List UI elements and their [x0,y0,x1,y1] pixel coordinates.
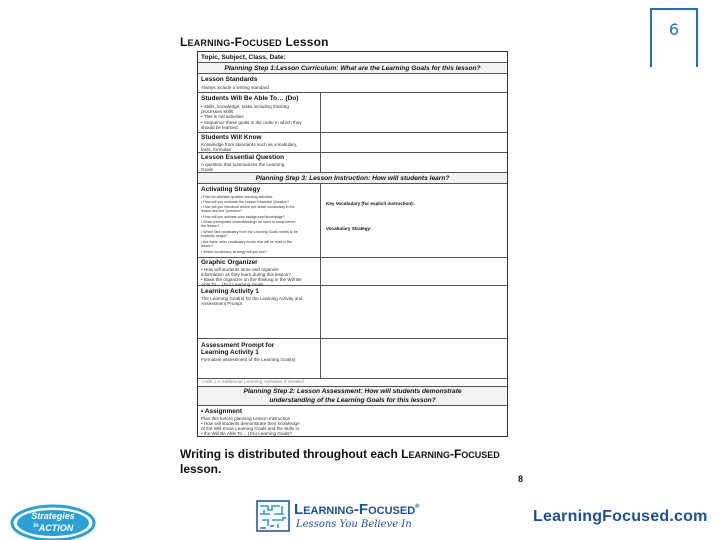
standards-subtitle: Always include a writing standard [201,85,269,90]
ap-sub: Formative assessment of the Learning Goal(s) [201,357,296,362]
swk-title: Students Will Know [201,134,262,141]
brand-tagline: Lessons You Believe In [296,519,412,530]
footer-website-link[interactable]: LearningFocused.com [533,508,708,525]
step1-heading: Planning Step 1:Lesson Curriculum: What are the Learning Goals for this lesson? [224,65,481,72]
activating-bullet-2: • How will you motivate the Lesson Essential Question? [201,200,290,204]
puzzle-mark-icon [256,500,290,532]
column-divider [320,133,321,152]
key-vocabulary-label: Key Vocabulary (for explicit instruction): [326,201,415,206]
la1-sub-2: Assessment Prompt [201,301,243,306]
caption-line-2: lesson. [180,462,222,476]
eq-sub-1: A question that summarizes the Learning [201,162,285,167]
form-row-swbat [198,93,507,133]
brand-small-caps-2: OCUSED [368,505,416,517]
la1-title: Learning Activity 1 [201,288,259,295]
swbat-bullet-2: • This is not activities [201,114,244,119]
heading-suffix: Lesson [285,35,329,49]
page-mark: 8 [518,474,524,484]
add-activities-note: +Add 1-2 additional Learning Activities if needed [201,380,304,385]
activating-bullet-4: • How will you activate prior background knowledge? [201,215,285,219]
caption-dash: -F [449,447,462,461]
ap-title-2: Learning Activity 1 [201,349,259,356]
caption-line-1 [180,447,500,461]
document-heading [180,35,329,49]
graphic-bullet-2b: Able To… (Do) Learning Goals [201,282,264,287]
activating-bullet-6b: explicitly taught? [201,234,228,238]
caption-start: Writing is distributed throughout each L [180,447,409,461]
form-band-step2 [198,387,507,406]
assignment-line-2b: of the Will Know Learning Goals and the skills in [201,426,300,431]
eq-sub-2: Goals [201,167,214,172]
activating-bullet-5b: the lesson? [201,224,220,228]
swbat-bullet-1: • Skills, knowledge, tasks including thinking [201,104,289,109]
swbat-bullet-3: • Sequence these goals in the order in which they [201,120,302,125]
column-divider [320,153,321,172]
form-row-assignment [198,406,507,437]
topic-label: Topic, Subject, Class, Date: [201,54,286,61]
standards-title: Lesson Standards [201,76,258,83]
graphic-bullet-2: • Base the organizer on the thinking in the Will Be [201,277,302,282]
heading-first-letter: L [180,35,188,49]
activating-bullet-5: • What prerequisite understandings do need to know before [201,220,296,224]
logo-line-2: in [33,523,39,529]
learning-focused-logo [256,500,426,532]
graphic-title: Graphic Organizer [201,259,258,266]
activating-bullet-7b: lesson? [201,244,214,248]
column-divider [320,184,321,257]
step2-heading-line-2: understanding of the Learning Goals for this lesson? [269,397,436,404]
strategies-in-action-logo [10,504,96,540]
brand-small-caps-1: EARNING [303,505,354,517]
form-row-learning-activity-1 [198,286,507,339]
activating-bullet-6: • Which fast vocabulary from the Learning Goals needs to be [201,230,298,234]
graphic-bullet-1b: information as they learn during this lesson? [201,272,291,277]
swbat-title: Students Will Be Able To… (Do) [201,95,299,102]
form-row-activating [198,184,507,258]
logo-line-3: ACTION [38,523,74,533]
la1-sub-1: The Learning Goal(s) for the Learning Activity and [201,296,303,301]
swk-sub-2: facts, formulas [201,147,231,152]
swbat-bullet-1b: processes skills [201,109,234,114]
vocabulary-strategy-label: Vocabulary Strategy: [326,226,372,231]
heading-small-caps-2: OCUSED [242,38,282,48]
form-row-standards [198,74,507,93]
heading-small-caps-1: EARNING [187,38,231,48]
caption-small-caps-2: OCUSED [461,450,500,460]
form-row-topic [198,52,507,63]
graphic-bullet-1: • How will students store and organize [201,267,279,272]
form-row-graphic-organizer [198,258,507,286]
assignment-line-2c: • the Will Be Able To… (Do) Learning Goals? [201,431,292,436]
brand-dash: -F [353,501,369,518]
column-divider [320,93,321,132]
form-band-step3 [198,173,507,184]
column-divider [320,258,321,285]
lesson-plan-form [197,51,508,437]
swk-sub-1: Knowledge from standards such as vocabulary, [201,142,298,147]
form-band-step1 [198,63,507,74]
slide-number: 6 [668,20,680,39]
activating-bullet-3: • How will you introduce and/or pre-teach vocabulary in the [201,205,295,209]
ap-title-1: Assessment Prompt for [201,342,275,349]
eq-title: Lesson Essential Question [201,154,285,161]
form-row-essential-question [198,153,507,173]
activating-bullet-1: • Plan for attention grabber learning activities [201,195,273,199]
learning-focused-wordmark [294,501,420,518]
form-row-swk [198,133,507,153]
logo-line-1: Strategies [31,511,75,521]
swbat-bullet-3b: should be learned [201,125,238,130]
form-row-assessment-prompt [198,339,507,379]
step3-heading: Planning Step 3: Lesson Instruction: How will students learn? [255,175,450,182]
brand-first-letter: L [294,501,304,518]
activating-bullet-7: • Are there other vocabulary words that will be read in the [201,240,292,244]
step2-heading-line-1: Planning Step 2: Lesson Assessment: How will students demonstrate [243,388,462,395]
caption-small-caps-1: EARNING [408,450,450,460]
form-row-add-more [198,379,507,387]
column-divider [320,286,321,338]
assignment-line-1: Plan this before planning Lesson Instruction [201,416,291,421]
column-divider [320,339,321,378]
heading-dash: -F [230,35,243,49]
activating-bullet-3b: lesson and the Question? [201,209,242,213]
assignment-line-2: • How will students demonstrate their knowledge [201,421,300,426]
activating-title: Activating Strategy [201,186,261,193]
slide-number-tab [650,8,698,58]
registered-mark: ® [415,504,420,510]
assignment-title: • Assignment [201,408,243,415]
activating-bullet-8: • Which vocabulary strategy will you use? [201,250,267,254]
